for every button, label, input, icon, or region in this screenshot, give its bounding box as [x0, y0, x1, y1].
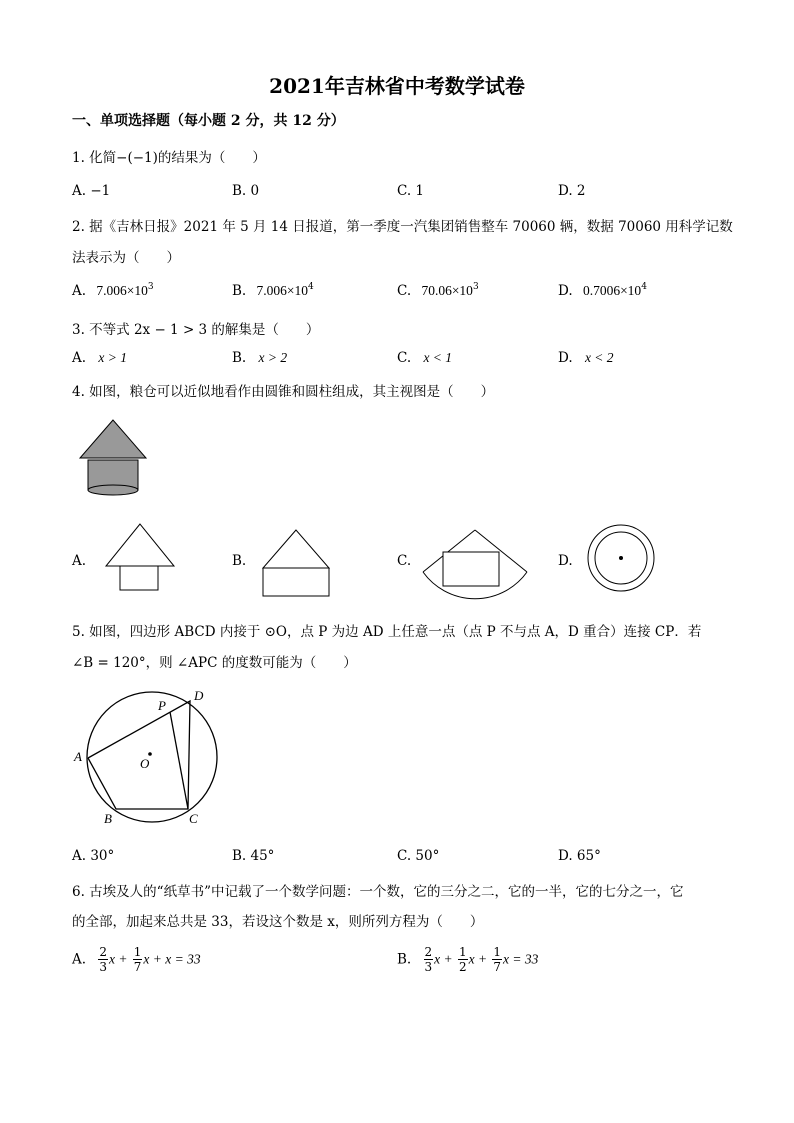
q1-option-c: C. 1 — [397, 183, 425, 199]
point-b-label: B — [104, 811, 112, 826]
numerator: 2 — [424, 945, 433, 959]
fraction-one-seventh — [133, 946, 143, 973]
denominator: 7 — [133, 960, 142, 974]
question-6-stem-line1: 6. 古埃及人的“纸草书”中记载了一个数学问题：一个数，它的三分之二，它的一半，它的七分之一，它 — [72, 884, 684, 900]
granary-figure — [78, 418, 148, 498]
numerator: 1 — [458, 945, 467, 959]
q3-option-a-value: x > 1 — [98, 350, 127, 365]
fraction-two-thirds — [424, 946, 434, 973]
q3-option-c-label: C. — [397, 350, 412, 366]
equation-term: x + x = 33 — [143, 951, 201, 967]
equation-term: x + — [434, 951, 453, 967]
q4-option-c-label: C. — [397, 553, 412, 569]
question-5-stem-line1: 5. 如图，四边形 ABCD 内接于 ⊙O，点 P 为边 AD 上任意一点（点 P 不与点 A，D 重合）连接 CP．若 — [72, 624, 702, 640]
question-2-stem-line2: 法表示为（ ） — [72, 250, 180, 266]
q2-option-d-label: D. — [558, 283, 573, 299]
question-3-stem: 3. 不等式 2x − 1 > 3 的解集是（ ） — [72, 322, 320, 338]
q3-option-d-label: D. — [558, 350, 573, 366]
q3-option-a — [72, 350, 127, 366]
q2-option-c-mantissa: 70.06×10 — [421, 283, 473, 298]
q2-option-a-label: A. — [72, 283, 87, 299]
point-o-label: O — [140, 756, 150, 771]
q2-option-a-mantissa: 7.006×10 — [96, 283, 148, 298]
q2-option-c-exponent: 3 — [472, 282, 479, 292]
fraction-one-half — [458, 946, 468, 973]
numerator: 2 — [99, 945, 107, 959]
page-title: 2021年吉林省中考数学试卷 — [269, 74, 525, 98]
q2-option-b — [232, 283, 314, 299]
q4-option-b-label: B. — [232, 553, 247, 569]
q4-option-a-label: A. — [72, 553, 87, 569]
question-2-stem-line1: 2. 据《吉林日报》2021 年 5 月 14 日报道，第一季度一汽集团销售整车 70060 辆，数据 70060 用科学记数 — [72, 219, 733, 235]
q5-option-d: D. 65° — [558, 848, 601, 864]
q1-option-a: A. −1 — [72, 183, 111, 199]
point-p-label: P — [158, 698, 166, 713]
point-d-label: D — [194, 688, 204, 703]
q2-option-d — [558, 283, 647, 299]
numerator: 1 — [133, 945, 142, 959]
inscribed-quadrilateral-figure — [70, 686, 230, 828]
q4-option-d-label: D. — [558, 553, 573, 569]
question-6-stem-line2: 的全部，加起来总共是 33，若设这个数是 x，则所列方程为（ ） — [72, 914, 484, 930]
q2-option-c — [397, 283, 479, 299]
q5-option-c: C. 50° — [397, 848, 440, 864]
denominator: 2 — [458, 960, 467, 974]
question-5-stem-line2: ∠B = 120°，则 ∠APC 的度数可能为（ ） — [72, 655, 357, 671]
section-heading: 一、单项选择题（每小题 2 分，共 12 分） — [72, 113, 345, 129]
q2-option-b-exponent: 4 — [308, 282, 314, 292]
question-4-stem: 4. 如图，粮仓可以近似地看作由圆锥和圆柱组成，其主视图是（ ） — [72, 384, 495, 400]
q6-option-b — [397, 946, 538, 973]
point-a-label: A — [74, 749, 82, 764]
q5-option-b: B. 45° — [232, 848, 275, 864]
q4-option-d-figure — [586, 523, 656, 593]
q3-option-c-value: x < 1 — [423, 350, 453, 365]
q3-option-d-value: x < 2 — [584, 350, 614, 365]
q3-option-b-label: B. — [232, 350, 247, 366]
equation-term: x = 33 — [503, 951, 539, 967]
denominator: 3 — [424, 960, 433, 974]
q4-option-b-figure — [261, 528, 331, 598]
q6-option-b-label: B. — [397, 951, 412, 968]
denominator: 7 — [493, 960, 501, 974]
q4-option-c-figure — [421, 528, 529, 590]
numerator: 1 — [493, 945, 501, 959]
denominator: 3 — [99, 960, 107, 974]
q2-option-d-mantissa: 0.7006×10 — [582, 283, 642, 298]
question-1-stem: 1. 化简−(−1)的结果为（ ） — [72, 150, 266, 166]
q2-option-b-label: B. — [232, 283, 247, 299]
q1-option-d: D. 2 — [558, 183, 586, 199]
q6-option-a-label: A. — [72, 951, 87, 968]
q3-option-b — [232, 350, 287, 366]
q4-option-a-figure — [104, 522, 176, 594]
point-c-label: C — [189, 811, 198, 826]
q5-option-a: A. 30° — [72, 848, 115, 864]
q3-option-c — [397, 350, 452, 366]
q2-option-a-exponent: 3 — [147, 282, 154, 292]
q2-option-b-mantissa: 7.006×10 — [256, 283, 309, 298]
q3-option-d — [558, 350, 614, 366]
q2-option-a — [72, 283, 154, 299]
q3-option-a-label: A. — [72, 350, 87, 366]
equation-term: x + — [108, 951, 128, 967]
q2-option-d-exponent: 4 — [641, 282, 647, 292]
q6-option-a — [72, 946, 201, 973]
equation-term: x + — [468, 951, 488, 967]
q3-option-b-value: x > 2 — [258, 350, 288, 365]
q1-option-b: B. 0 — [232, 183, 260, 199]
q2-option-c-label: C. — [397, 283, 412, 299]
fraction-two-thirds — [98, 946, 108, 973]
fraction-one-seventh — [492, 946, 502, 973]
